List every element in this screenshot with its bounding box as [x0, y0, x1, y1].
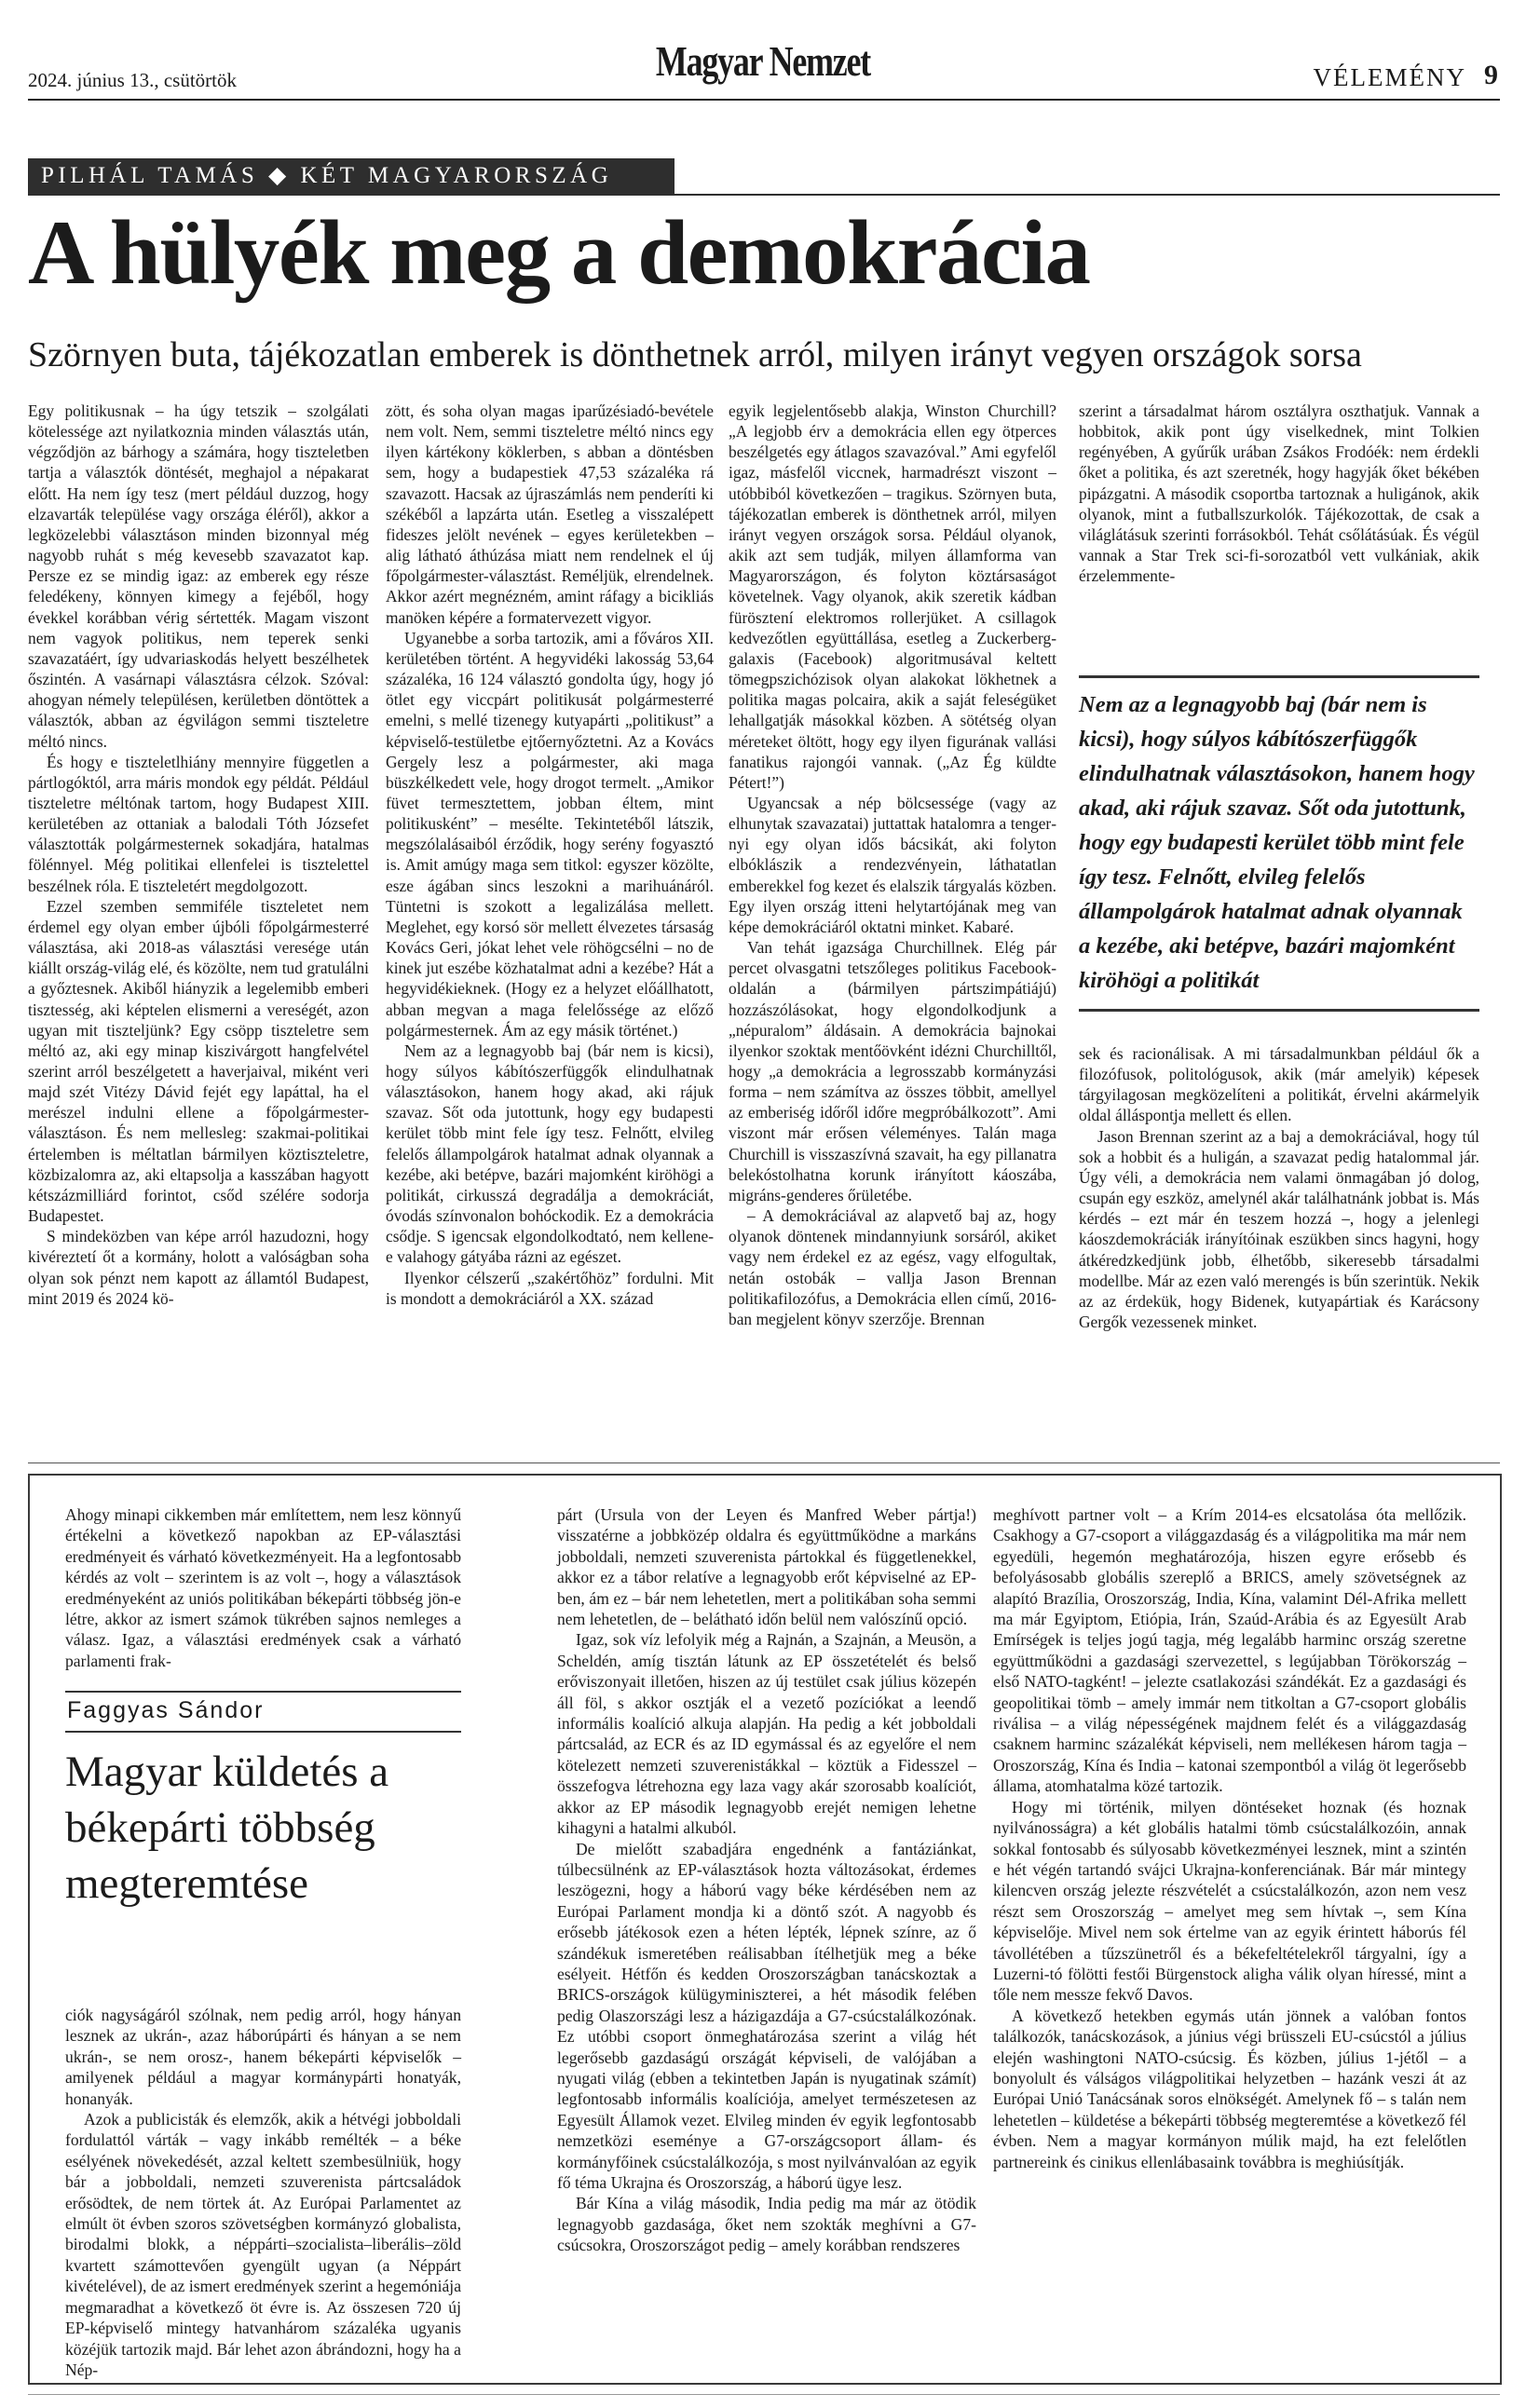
article2-column-3 [993, 1504, 1466, 2375]
page-number: 9 [1484, 60, 1498, 90]
paragraph: És hogy e tiszteletlhiány mennyire független a pártlogóktól, arra máris mondok egy példát. Például tiszteletre méltónak tartom, hogy Budapest XIII. kerületében az ottaniak a balodali Tóth Józsefet választották polgármesternek sokadjára, hatalmas fölénnyel. Még politikai ellenfelei is tisztelettel beszélnek róla. E tiszteletért megdolgozott. [28, 752, 369, 895]
article2-column-1-top [65, 1504, 461, 1681]
paragraph: Jason Brennan szerint az a baj a demokráciával, hogy túl sok a hobbit és a huligán, a szavazat pedig hatalommal jár. Úgy véli, a demokrácia nem valami önmagában jó dolog, csupán egy eszköz, amelynél akár találhatnánk jobbat is. Más kérdés – ezt már én teszem hozzá –, hogy a jelenlegi káoszdemokráciák irányítóinak eszükben sincs hagyni, hogy átkéredzkedjünk jobb, élhetőbb, sikeresebb társadalmi modellbe. Már az ezen való merengés is bűn szerintük. Nekik az az érdekük, hogy Bidenek, kutyapártiak és Karácsony Gergők vezessenek minket. [1079, 1126, 1479, 1332]
article-subtitle: Szörnyen buta, tájékozatlan emberek is dönthetnek arról, milyen irányt vegyen országok sorsa [28, 335, 1362, 374]
paragraph: Ahogy minapi cikkemben már említettem, nem lesz könnyű értékelni a következő napokban az EP-választási eredményeit és várható következményeit. Ha a legfontosabb kérdés az volt – szerintem is az volt –, hogy a választások eredményeként az uniós politikában békepárti többség jön-e létre, akkor az ismert számok tükrében sajnos nemleges a válasz. Igaz, a választási eredmények csak a várható parlamenti frak- [65, 1505, 461, 1670]
section-label: VÉLEMÉNY [1313, 63, 1466, 91]
author-divider-top [65, 1691, 461, 1693]
header-divider [28, 99, 1500, 101]
paragraph: szerint a társadalmat három osztályra oszthatjuk. Vannak a hobbitok, akik pont úgy viselkednek, mint Tolkien regényében, A gyűrűk urában Zsákos Frodóék: nem érdekli őket a politika, és azt szeretnék, hogy hagyják őket békében pipázgatni. A második csoportba tartoznak a huligánok, akik olyanok, mint a futballszurkolók. Tájékozottak, de csak a világlátásuk szerinti forrásokból. Tehát csőlátásúak. És végül vannak a Star Trek sci-fi-sorozatból vett vulkániak, akik érzelemmente- [1079, 401, 1479, 586]
paragraph: De mielőtt szabadjára engednénk a fantáziánkat, túlbecsülnénk az EP-választások hozta változásokat, érdemes leszögezni, hogy a háború vagy béke kérdésében nem az Európai Parlament mondja ki a döntő szót. A nagyobb és erősebb játékosok ezen a héten lépték, lépnek színre, az ő szándékuk ismeretében reálisabban ítélhetjük meg a béke esélyeit. Hétfőn és kedden Oroszországban tanácskoztak a BRICS-országok külügyminiszterei, a hét második felében pedig Olaszországi lesz a házigazdája a G7-csúcstalálkozónak. Ez utóbbi csoport önmeghatározása szerint a világ hét legerősebb gazdaságú országát képviseli, de valójában a nyugati világ (ebben a tekintetben Japán is nyugatinak számít) legfontosabb informális koalíciója, amelyet természetesen az Egyesült Államok vezet. Elvileg minden év egyik legfontosabb nemzetközi eseménye a G7-országcsoport állam- és kormányfőinek csúcstalálkozója, s most nyilvánvalóan az egyik fő téma Ukrajna és Oroszország, a háború ügye lesz. [557, 1839, 976, 2192]
paragraph: Bár Kína a világ második, India pedig ma már az ötödik legnagyobb gazdasága, őket nem szokták meghívni a G7-csúcsokra, Oroszországot pedig – amely korábban rendszeres [557, 2194, 976, 2255]
paragraph: Nem az a legnagyobb baj (bár nem is kicsi), hogy súlyos kábítószerfüggők elindulhatnak választásokon, hanem hogy akad, aki rájuk szavaz. Sőt oda jutottunk, hogy egy budapesti kerület több mint fele így tesz. Felnőtt, elvileg felelős állampolgárok hatalmat adnak olyannak a kezébe, aki betépve, bazári majomként kiröhögi a politikát, cirkusszá degradálja a demokráciát, óvodás színvonalon bohóckodik. Ez a demokrácia csődje. S igencsak elgondolkodtató, nem kellene-e valahogy gátyába rázni az egészet. [386, 1041, 714, 1267]
paragraph: Ugyancsak a nép bölcsessége (vagy az elhunytak szavazatai) juttattak hatalomra a tengernyi egy olyan idős bácsikát, aki folyton elbóklászik a rendezvényein, láthatatlan emberekkel fog kezet és elalszik tárgyalás közben. Egy ilyen ország itteni helytartójának meg van képe demokráciáról oktatni minket. Kabaré. [729, 793, 1056, 936]
paragraph: párt (Ursula von der Leyen és Manfred Weber pártja!) visszatérne a jobbközép oldalra és együttműködne a markáns jobboldali, nemzeti szuverenista pártokkal és függetlenekkel, akkor ez a tábor relatíve a legnagyobb erőt képviselné az EP-ben, ám ez – bár nem lehetetlen, mert a politikában soha semmi nem lehetetlen, de – belátható időn belül nem valószínű opció. [557, 1505, 976, 1629]
paragraph: – A demokráciával az alapvető baj az, hogy olyanok döntenek mindannyiunk sorsáról, akiket vagy nem érdekel ez az egész, vagy elfogultak, netán ostobák – vallja Jason Brennan politikafilozófus, a Demokrácia ellen című, 2016-ban megjelent könyv szerzője. Brennan [729, 1206, 1056, 1328]
article-column-2 [386, 401, 714, 1444]
paragraph: ciók nagyságáról szólnak, nem pedig arról, hogy hányan lesznek az ukrán-, azaz háborúpárti és hányan a se nem ukrán-, se nem orosz-, hanem békepárti képviselők – amilyenek például a magyar kormánypárti honatyák, honanyák. [65, 2006, 461, 2108]
issue-date: 2024. június 13., csütörtök [28, 69, 237, 91]
paragraph: meghívott partner volt – a Krím 2014-es elcsatolása óta mellőzik. Csakhogy a G7-csoport a világgazdaság és a világpolitika ma már nem egyedüli, hegemón meghatározója, hiszen egyre erősebb és befolyásosabb globális szereplő a BRICS, amely szövetségnek az alapító Brazília, Oroszország, India, Kína, valamint Dél-Afrika mellett ma már Egyiptom, Etiópia, Irán, Szaúd-Arábia és az Egyesült Arab Emírségek is teljes jogú tagja, még legalább harminc ország szeretne együttműködni a gazdasági szervezettel, s legújabban Törökország – első NATO-tagként! – jelezte csatlakozási szándékát. Ez a gazdasági és geopolitikai tömb – amely immár nem titkoltan a G7-csoport globális riválisa – a világ népességének majdnem felét és a világgazdaság csaknem harminc százalékát képviseli, nem mellékesen három tagja – Oroszország, Kína és India – katonai szempontból a világ öt legerősebb állama, atomhatalma közé tartozik. [993, 1505, 1466, 1796]
paragraph: Azok a publicisták és elemzők, akik a hétvégi jobboldali fordulattól várták – vagy inkább remélték – a béke esélyének növekedését, azzal keltett szembesülniük, hogy bár a jobboldali, nemzeti szuverenista pártcsaládok erősödtek, de nem törtek át. Az Európai Parlamentet az elmúlt öt évben szoros szövetségben kormányzó globalista, birodalmi blokk, a néppárti–szocialista–liberális–zöld kvartett számottevően gyengült ugyan (a Néppárt kivételével), de az ismert eredmények szerint a hegemóniája megmaradhat a következő öt évre is. Az összesen 720 új EP-képviselő mintegy hatvanhárom százaléka ugyanis közéjük tartozik majd. Bár lehet azon ábrándozni, hogy ha a Nép- [65, 2110, 461, 2379]
paragraph: Igaz, sok víz lefolyik még a Rajnán, a Szajnán, a Meusön, a Scheldén, amíg tisztán látunk az EP összetételét és belső erőviszonyait illetően, hiszen az új testület csak július közepén áll föl, s akkor osztják el a vezető pozíciókat a leendő informális koalíció alkuja alapján. Ha pedig a két jobboldali pártcsalád, az ECR és az ID egymással és az egyelőre el nem kötelezett nemzeti szuverenistákkal – köztük a Fidesszel – összefogva létrehozna egy laza vagy akár szorosabb koalíciót, akkor az EP második legnagyobb erejét nemigen lehetne kihagyni a hatalmi alkuból. [557, 1630, 976, 1838]
article-column-4-top [1079, 401, 1479, 680]
kicker-divider [28, 194, 1500, 196]
article-column-1 [28, 401, 369, 1444]
paragraph: egyik legjelentősebb alakja, Winston Churchill? „A legjobb érv a demokrácia ellen egy ötperces beszélgetés egy átlagos szavazóval.” Ami egyfelől igaz, másfelől viccnek, harmadrészt viszont – utóbbiból következően – tragikus. Szörnyen buta, tájékozatlan emberek is dönthetnek arról, milyen irányt vegyen országok sorsa. Például olyanok, akik azt sem tudják, milyen államforma van Magyarországon, és folyton köztársaságot követelnek. Vagy olyanok, akik szeretik kádban fürösztení elektromos rollerjüket. A csillagok kedvezőtlen együttállása, esetleg a Zuckerberg-galaxis (Facebook) algoritmusával keltett tömegpszichózisok olyan alakokat lökhetnek a politika magas polcaira, akik a saját feleségüket lehallgatják másokkal közben. A sötétség olyan méreteket öltött, hogy egy ilyen figurának vallási fanatikus rajongói vannak. („Az Ég küldte Pétert!”) [729, 401, 1056, 792]
paragraph: S mindeközben van képe arról hazudozni, hogy kivéreztetí őt a kormány, holott a valóságban soha olyan sok pénzt nem kapott az államtól Budapest, mint 2019 és 2024 kö- [28, 1227, 369, 1308]
paragraph: Ugyanebbe a sorba tartozik, ami a főváros XII. kerületében történt. A hegyvidéki lakosság 53,64 százaléka, 16 124 választó gondolta úgy, hogy jó ötlet egy viccpárt politikusát polgármesterré emelni, s mellé tizenegy kutyapárti „politikust” a képviselő-testületbe ejtőernyőztetni. Az a Kovács Gergely lesz a polgármester, aki maga büszkélkedett vele, hogy drogot termelt. „Amikor füvet termesztettem, jobban éltem, mint politikusként” – mesélte. Tekintetéből látszik, megszólalásaiból érződik, hogy serény fogyasztó is. Amit amúgy maga sem titkol: egyszer közölte, esze ágában sincs leszokni a marihuánáról. Tüntetni is szokott a legalizálása mellett. Meglehet, egy korsó sör mellett élvezetes társaság Kovács Geri, jókat lehet vele röhögcsélni – no de kinek jut eszébe közhatalmat adni a kezébe? Hát a hegyvidékieknek. (Hogy ez a helyzet előállhatott, abban megvan a maga felelőssége az előző polgármesternek. Ám az egy másik történet.) [386, 628, 714, 1040]
paragraph: Ilyenkor célszerű „szakértőhöz” fordulni. Mit is mondott a demokráciáról a XX. század [386, 1268, 714, 1308]
section-divider [28, 1462, 1500, 1463]
paragraph: sek és racionálisak. A mi társadalmunkban például ők a filozófusok, politológusok, akik (már amelyik) képesek tárgyilagosan megközelíteni a politikát, érvelni akármelyik oldal álláspontja mellett és ellen. [1079, 1044, 1479, 1125]
author-divider [65, 1731, 461, 1733]
article-column-3 [729, 401, 1056, 1444]
article-column-4-bottom [1079, 1043, 1479, 1444]
paragraph: A következő hetekben egymás után jönnek a valóban fontos találkozók, tanácskozások, a június végi brüsszeli EU-csúcstól a július elején washingtoni NATO-csúcsig. És közben, július 1-jétől – a bonyolult és válságos világpolitikai helyzetben – hazánk veszi át az Európai Unió Tanácsának soros elnökségét. Amelynek fő – s talán nem lehetetlen – küldetése a békepárti többség megteremtése a következő fél évben. Nem a magyar kormányon múlik majd, ha ezt felelőtlen partnereink és cinikus ellenlábasaink továbbra is meghiúsítják. [993, 2006, 1466, 2171]
masthead-logo: Magyar Nemzet [655, 37, 871, 85]
column-kicker: PILHÁL TAMÁS ◆ KÉT MAGYARORSZÁG [28, 158, 674, 194]
article-title: A hülyék meg a demokrácia [28, 202, 1090, 304]
paragraph: Egy politikusnak – ha úgy tetszik – szolgálati kötelessége azt nyilatkoznia minden választás után, végződjön az bárhogy a számára, hogy tiszteletben tartja a választók döntését, meghajol a népakarat előtt. Ha nem így tesz (mert például duzzog, hogy elzavarták települése vagy országa éléről), akkor a legközelebbi választáson minden bizonnyal még nagyobb ruhát s még kevesebb szavazatot kap. Persze ez se mindig igaz: az emberek egy része feledékeny, könnyen kimegy a fejéből, hogy évekkel korábban vérig sértették. Magam viszont nem vagyok politikus, nem teperek senki szavazatáért, így udvariaskodás helyett beszélhetek őszintén. A vasárnapi választásra célzok. Szóval: ahogyan némely településen, kerületben döntöttek a választók, abban az égvilágon semmi tiszteletre méltó nincs. [28, 401, 369, 751]
footer-divider [28, 2394, 1500, 2395]
article2-column-1-bottom [65, 2005, 461, 2379]
paragraph: zött, és soha olyan magas iparűzésiadó-bevétele nem volt. Nem, semmi tiszteletre méltó nincs egy ilyen kártékony köklerben, s abban a döntésben sem, hogy a budapestiek 47,53 százaléka rá szavazott. Hacsak az újraszámlás nem penderíti ki székéből a lapzárta után. Esetleg a visszalépett fideszes jelölt nevének – egyes kerületekben – alig látható áthúzása miatt nem rendelnek el új főpolgármester-választást. Reméljük, elrendelnek. Akkor azért megnézném, amint ráfagy a bicikliás manöken képére a formatervezett vigyor. [386, 401, 714, 627]
author-byline: Faggyas Sándor [67, 1697, 265, 1723]
article2-title: Magyar küldetés a békepárti többség megteremtése [65, 1748, 389, 1908]
paragraph: Ezzel szemben semmiféle tiszteletet nem érdemel egy olyan ember újbóli főpolgármesterré választása, aki 2018-as választási veresége után kiállt ország-világ elé, és közölte, nem tud gratulálni a győztesnek. Akiből hiányzik a legelemibb emberi tisztesség, aki képtelen elismerni a vereségét, azon ugyan mit tiszteljünk? Egy csöpp tiszteletre sem méltó az, aki egy minap kiszivárgott hangfelvétel szerint arról beszélgetett a haverjaival, miként veri majd szét Vitézy Dávid fejét egy lapáttal, ha el merészel indulni ellene a főpolgármester-választáson. És nem mellesleg: szakmai-politikai értelemben is méltatlan bármilyen köztiszteletre, közbizalomra az, aki eltapsolja a kasszában hagyott kétszázmilliárd forintot, csőd szélére sodorja Budapestet. [28, 896, 369, 1226]
paragraph: Hogy mi történik, milyen döntéseket hoznak (és hoznak nyilvánosságra) a két globális hatalmi tömb csúcstalálkozóin, annak sokkal fontosabb és súlyosabb következményei lesznek, mint a szintén e hét végén tartandó svájci Ukrajna-konferenciának. Bár már mintegy kilencven ország jelezte részvételét a csúcstalálkozón, azon nem vesz részt sem Oroszország – amelyet meg sem hívtak –, sem Kína képviselője. Mivel nem sok értelme van az egyik érintett háborús fél távollétében a tűzszünetről és a békefeltételekről tárgyalni, így a Luzerni-tó fölötti festői Bürgenstock aligha válik olyan híressé, mint a tőle nem messze fekvő Davos. [993, 1797, 1466, 2005]
paragraph: Van tehát igazsága Churchillnek. Elég pár percet olvasgatni tetszőleges politikus Facebook-oldalán a (bármilyen pártszimpátiájú) hozzászólásokat, hogy elgondolkodjunk a „népuralom” áldásain. A demokrácia bajnokai ilyenkor szoktak mentőövként idézni Churchilltől, hogy „a demokrácia a legrosszabb kormányzási forma – nem számítva az összes többit, amellyel az emberiség időről időre megpróbálkozott”. Ami viszont már erősen véleményes. Talán maga Churchill is visszaszívná szavait, ha egy pillanatra belekóstolhatna korunk irányított káoszába, migráns-genderes őrületébe. [729, 938, 1056, 1204]
article2-column-2 [557, 1504, 976, 2375]
pull-quote: Nem az a legnagyobb baj (bár nem is kicsi), hogy súlyos kábítószerfüggők elindulhatnak választásokon, hanem hogy akad, aki rájuk szavaz. Sőt oda jutottunk, hogy egy budapesti kerület több mint fele így tesz. Felnőtt, elvileg felelős állampolgárok hatalmat adnak olyannak a kezébe, aki betépve, bazári majomként kiröhögi a politikát [1079, 675, 1479, 1012]
